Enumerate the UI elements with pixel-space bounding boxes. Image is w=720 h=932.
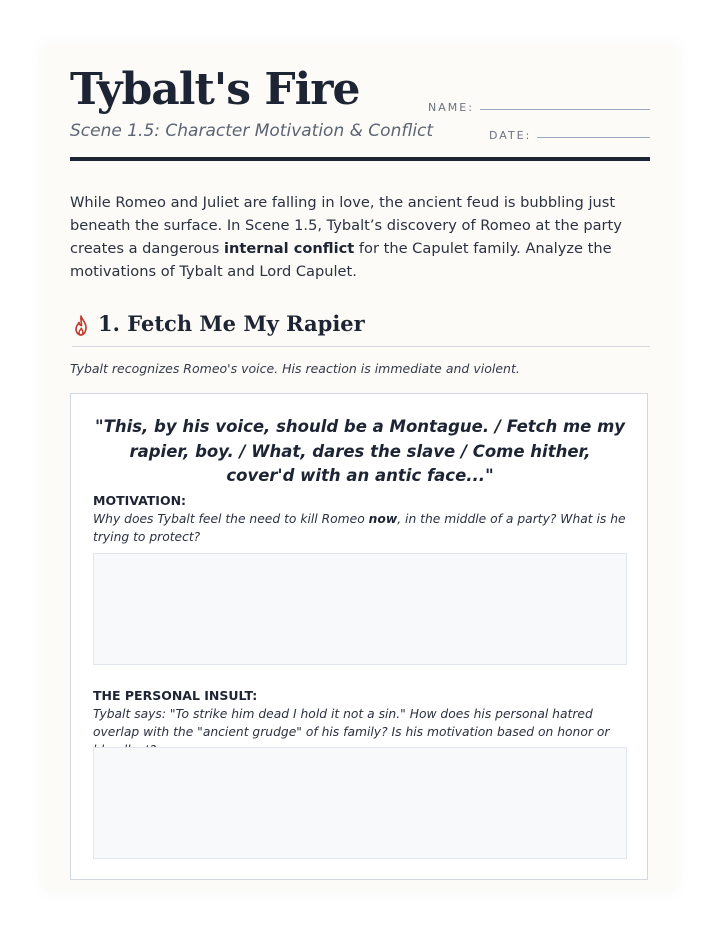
motivation-question-part-2: , in the middle of a party? What is he trying to protect? [93, 512, 626, 544]
motivation-question-part-1: Why does Tybalt feel the need to kill Romeo [93, 512, 369, 526]
section-1-title: 1. Fetch Me My Rapier [98, 311, 365, 336]
intro-paragraph [70, 191, 654, 283]
worksheet-title: Tybalt's Fire [70, 64, 360, 115]
motivation-question [93, 510, 633, 546]
motivation-label: MOTIVATION: [93, 493, 187, 508]
quote-card [70, 393, 648, 880]
intro-emphasis: internal conflict [223, 240, 355, 257]
worksheet-subtitle: Scene 1.5: Character Motivation & Conflict [70, 121, 434, 141]
name-label: NAME: [428, 101, 474, 114]
section-1-header [72, 310, 650, 347]
date-field[interactable] [537, 137, 650, 138]
intro-text-2: for the Capulet family. Analyze the motivations of Tybalt and Lord Capulet. [70, 240, 612, 280]
personal-insult-answer-box[interactable] [93, 747, 627, 859]
intro-text-1: While Romeo and Juliet are falling in love, the ancient feud is bubbling just beneath the surface. In Scene 1.5, Tybalt’s discovery of Romeo at the party creates a dangerous [70, 194, 622, 257]
section-1-note: Tybalt recognizes Romeo's voice. His reaction is immediate and violent. [70, 361, 520, 376]
personal-insult-label: THE PERSONAL INSULT: [93, 688, 258, 703]
personal-insult-question: Tybalt says: "To strike him dead I hold it not a sin." How does his personal hatred overlap with the "ancient grudge" of his family? Is his motivation based on honor or [93, 707, 610, 739]
tybalt-quote: "This, by his voice, should be a Montague. / Fetch me my rapier, boy. / What, dares the slave / Come hither, cover'd with an antic face..." [94, 417, 626, 485]
motivation-question-emphasis: now [368, 512, 398, 526]
name-field[interactable] [480, 109, 650, 110]
header-divider [70, 157, 650, 161]
motivation-answer-box[interactable] [93, 553, 627, 665]
fire-icon [72, 315, 90, 337]
date-label: DATE: [489, 129, 532, 142]
